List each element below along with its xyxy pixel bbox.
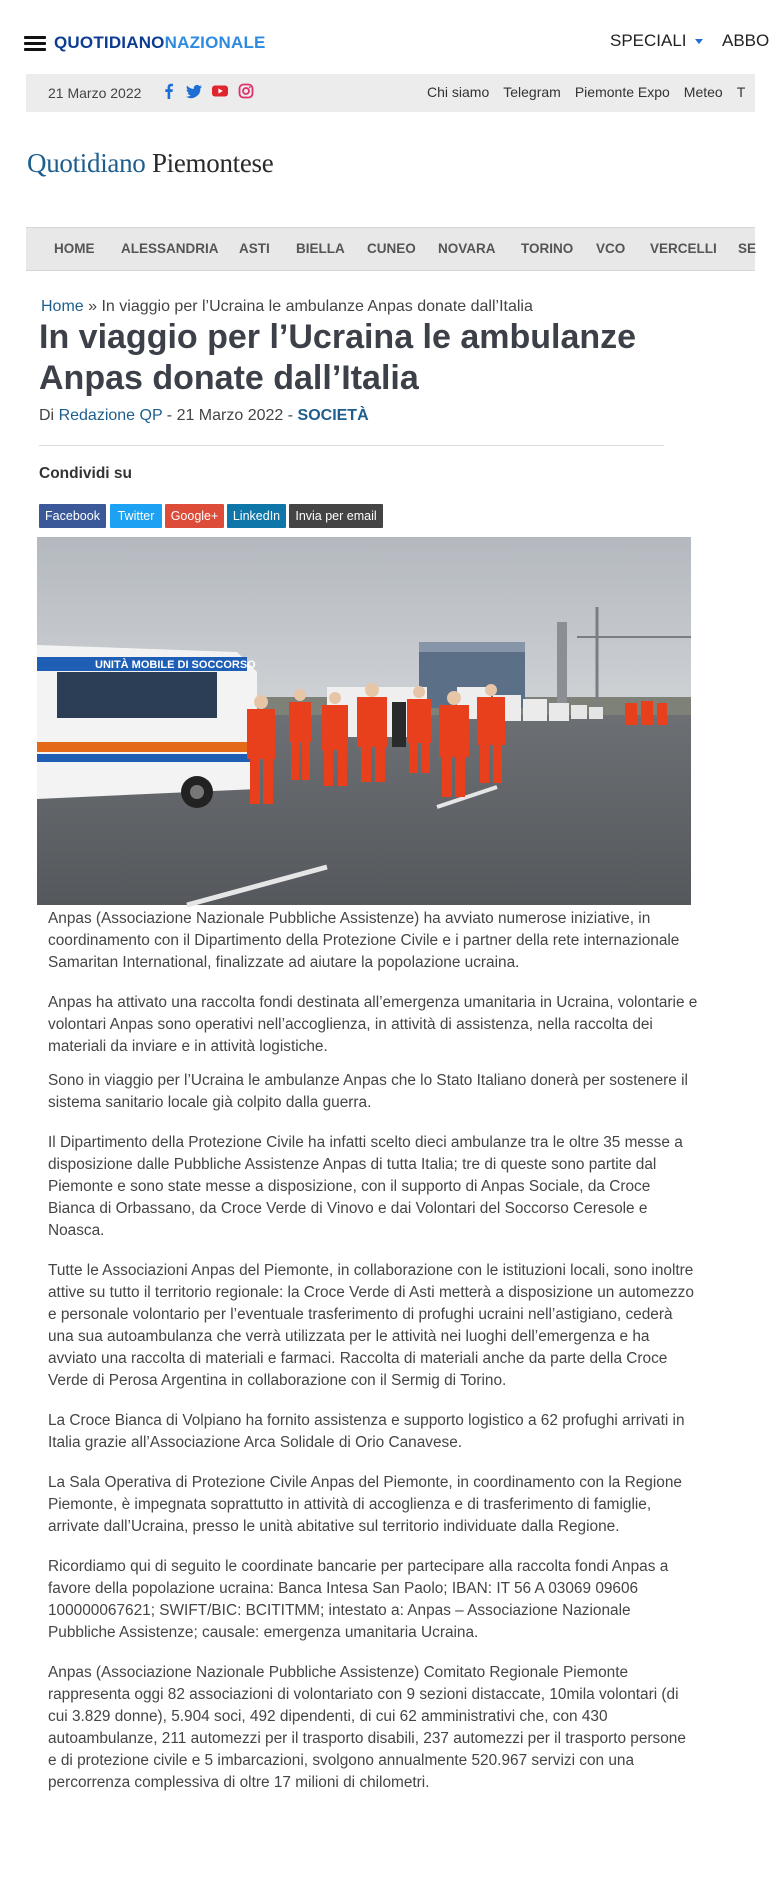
link-telegram[interactable]: Telegram — [503, 84, 561, 100]
category-link[interactable]: SOCIETÀ — [297, 407, 369, 424]
paragraph: La Sala Operativa di Protezione Civile Anpas del Piemonte, in coordinamento con la Regione Piemonte, è impegnata soprattutto in attività di accoglienza e di trasferimento di famiglie, arrivate dall’Ucraina, presso le unità abitative sul territorio individuate dalla Regione. — [48, 1474, 682, 1535]
article-body — [48, 908, 698, 1812]
paragraph: Sono in viaggio per l’Ucraina le ambulanze Anpas che lo Stato Italiano donerà per sostenere il sistema sanitario locale già colpito dalla guerra. — [48, 1072, 688, 1111]
ambulance-lettering: UNITÀ MOBILE DI SOCCORSO — [95, 659, 256, 671]
hamburger-menu-icon[interactable] — [24, 36, 46, 51]
nav-item-cuneo[interactable]: CUNEO — [367, 241, 416, 256]
abbonati-link[interactable]: ABBO — [722, 31, 769, 50]
facebook-icon[interactable] — [161, 83, 177, 99]
paragraph: Anpas (Associazione Nazionale Pubbliche Assistenze) Comitato Regionale Piemonte rappresenta oggi 82 associazioni di volontariato con 9 sezioni distaccate, 10mila volontari (di cui 3.829 donne), 5.904 soci, 492 dipendenti, di cui 62 amministrativi che, con 430 autoambulanze, 211 automezzi per il trasporto disabili, 237 automezzi per il trasporto persone e di protezione civile e 5 imbarcazioni, svolgono annualmente 520.967 servizi con una percorrenza complessiva di oltre 17 milioni di chilometri. — [48, 1664, 686, 1791]
breadcrumb-current: In viaggio per l’Ucraina le ambulanze Anpas donate dall’Italia — [101, 298, 533, 315]
breadcrumb-home[interactable]: Home — [41, 298, 84, 315]
nav-item-torino[interactable]: TORINO — [521, 241, 574, 256]
masthead-logo[interactable]: Quotidiano Piemontese — [27, 148, 274, 178]
share-facebook-button[interactable]: Facebook — [39, 504, 106, 528]
link-chi-siamo[interactable]: Chi siamo — [427, 84, 490, 100]
nav-item-novara[interactable]: NOVARA — [438, 241, 496, 256]
article-byline: Di Redazione QP - 21 Marzo 2022 - SOCIETÀ — [39, 407, 369, 424]
site-logo[interactable]: QUOTIDIANONAZIONALE — [54, 33, 266, 52]
paragraph: Il Dipartimento della Protezione Civile ha infatti scelto dieci ambulanze tra le oltre 35 messe a disposizione dalle Pubbliche Assistenze Anpas di tutta Italia; tre di queste sono partite dal Piemonte e sono state messe a disposizione, con il supporto di Anpas Sociale, da Croce Bianca di Orbassano, da Croce Verde di Vinovo e dai Volontari del Soccorso Ceresole e Noasca. — [48, 1134, 683, 1239]
share-twitter-button[interactable]: Twitter — [110, 504, 162, 528]
paragraph: Ricordiamo qui di seguito le coordinate bancarie per partecipare alla raccolta fondi Anpas a favore della popolazione ucraina: Banca Intesa San Paolo; IBAN: IT 56 A 03069 09606 100000067621; SWIFT/BIC: BCITITMM; intestato a: Anpas – Associazione Nazionale Pubbliche Assistenze; causale: emergenza umanitaria Ucraina. — [48, 1558, 669, 1641]
nav-item-biella[interactable]: BIELLA — [296, 241, 345, 256]
main-nav — [26, 227, 755, 271]
link-piemonte-expo[interactable]: Piemonte Expo — [574, 84, 670, 100]
breadcrumb: Home » In viaggio per l’Ucraina le ambulanze Anpas donate dall’Italia — [41, 298, 533, 315]
paragraph: Anpas (Associazione Nazionale Pubbliche Assistenze) ha avviato numerose iniziative, in coordinamento con il Dipartimento della Protezione Civile e i partner della rete internazionale Samaritan International, finalizzate ad aiutare la popolazione ucraina. — [48, 910, 680, 971]
paragraph: La Croce Bianca di Volpiano ha fornito assistenza e supporto logistico a 62 profughi arrivati in Italia grazie all’Associazione Arca Solidale di Orio Canavese. — [48, 1412, 685, 1451]
nav-item-truncated[interactable]: SE — [738, 241, 757, 256]
nav-item-home[interactable]: HOME — [54, 241, 95, 256]
article-photo — [37, 537, 691, 905]
paragraph: Anpas ha attivato una raccolta fondi destinata all’emergenza umanitaria in Ucraina, volontarie e volontari Anpas sono operativi nell’accoglienza, in attività di assistenza, nella raccolta dei materiali da inviare e in attività logistiche. — [48, 994, 698, 1055]
share-linkedin-button[interactable]: LinkedIn — [227, 504, 286, 528]
ambulances-photo-image — [37, 537, 691, 905]
share-email-button[interactable]: Invia per email — [289, 504, 383, 528]
divider — [39, 445, 664, 446]
utility-bar — [26, 74, 755, 112]
nav-item-alessandria[interactable]: ALESSANDRIA — [121, 241, 219, 256]
paragraph: Tutte le Associazioni Anpas del Piemonte, in collaborazione con le istituzioni locali, sono inoltre attive su tutto il territorio regionale: la Croce Verde di Asti metterà a disposizione un automezzo e personale volontario per l’eventuale trasferimento di profughi ucraini nell’astigiano, cederà una sua autoambulanza che verrà utilizzata per le attività nei luoghi dell’emergenza e ha avviato una raccolta di materiali e farmaci. Raccolta di materiali anche da parte della Croce Verde di Perosa Argentina in collaborazione con il Sermig di Torino. — [48, 1262, 694, 1389]
nav-item-vco[interactable]: VCO — [596, 241, 626, 256]
speciali-menu[interactable]: SPECIALI — [610, 31, 703, 51]
share-googleplus-button[interactable]: Google+ — [165, 504, 224, 528]
nav-item-vercelli[interactable]: VERCELLI — [650, 241, 717, 256]
nav-item-asti[interactable]: ASTI — [239, 241, 270, 256]
site-header — [0, 0, 769, 80]
youtube-icon[interactable] — [212, 83, 228, 99]
author-link[interactable]: Redazione QP — [58, 407, 163, 424]
article-title: In viaggio per l’Ucraina le ambulanze Anpas donate dall’Italia — [39, 318, 637, 397]
instagram-icon[interactable] — [238, 83, 254, 99]
utility-links — [427, 84, 759, 100]
twitter-icon[interactable] — [186, 83, 202, 99]
chevron-down-icon — [695, 39, 703, 44]
link-meteo[interactable]: Meteo — [683, 84, 723, 100]
share-heading: Condividi su — [39, 465, 132, 482]
current-date: 21 Marzo 2022 — [48, 85, 142, 101]
link-truncated[interactable]: T — [736, 84, 746, 100]
